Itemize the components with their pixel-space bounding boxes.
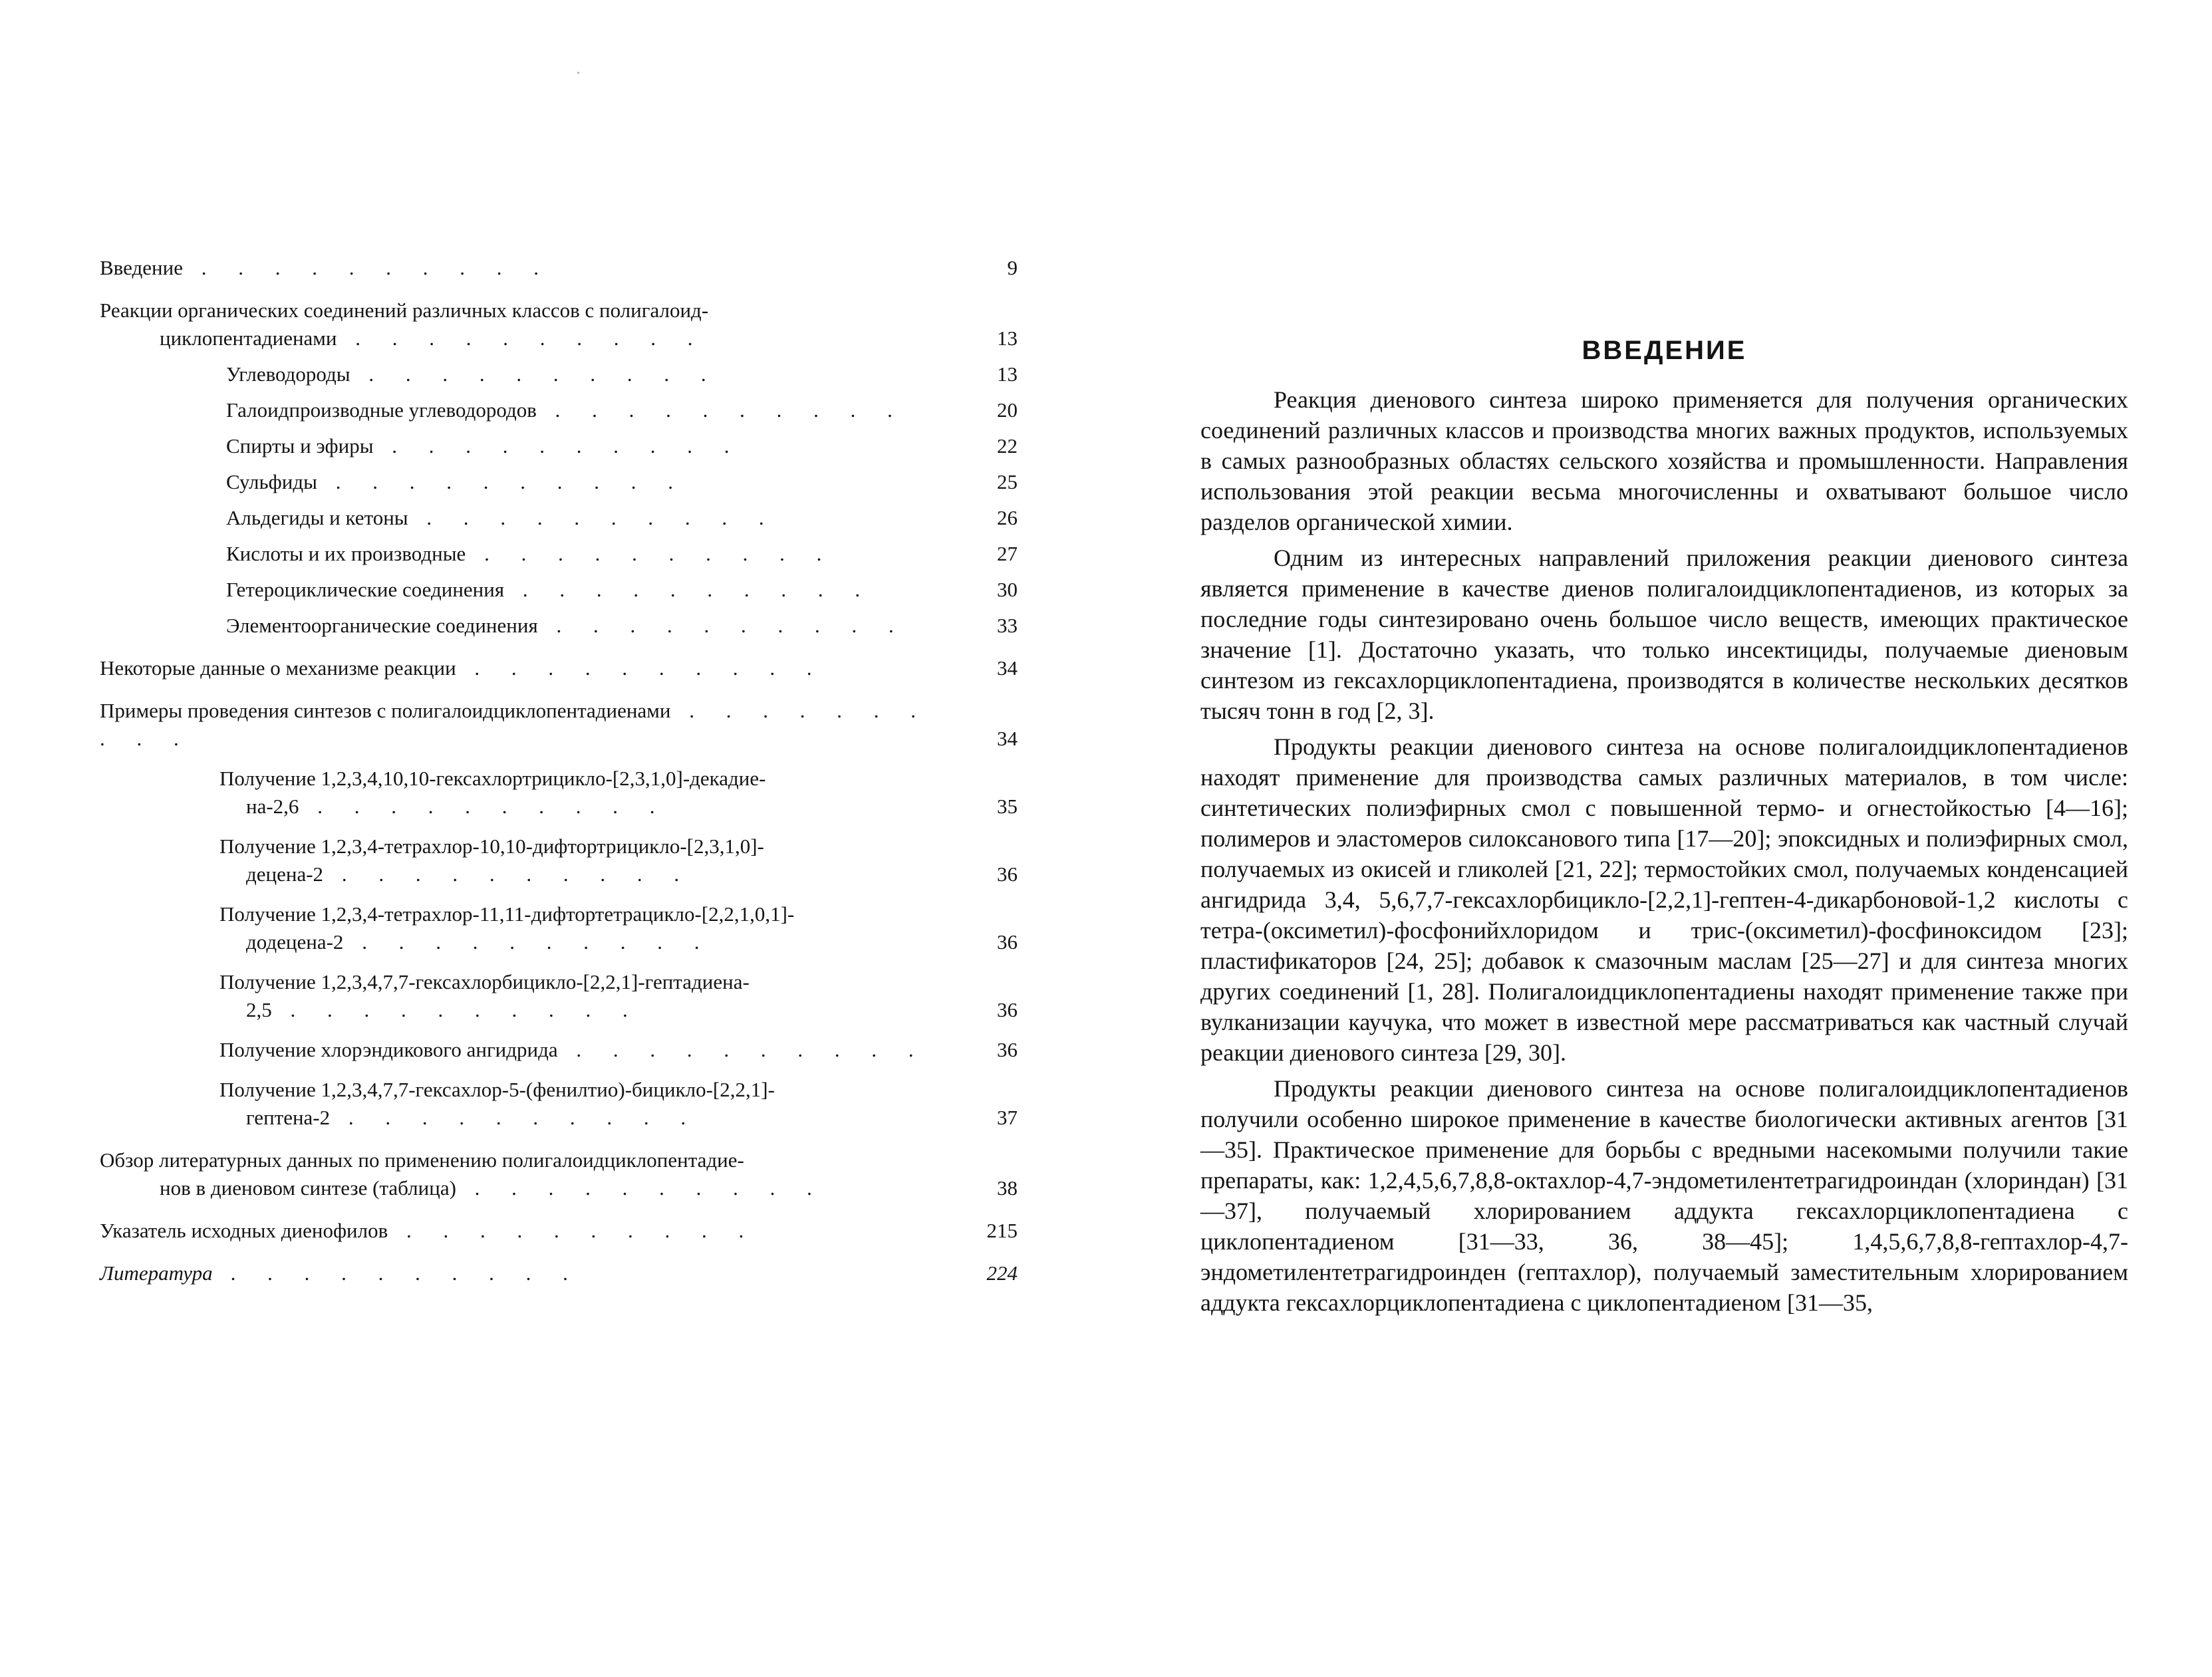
toc-entry-halogen-derivatives[interactable]: [100, 396, 1018, 424]
introduction-page: [1200, 336, 2128, 1323]
intro-paragraph-1: Реакция диенового синтеза широко применяется для получения органических соединений различных классов и производства многих важных продуктов, используемых в самых разнообразных областях сельского хозяйства и промышленности. Направления использования этой реакции весьма многочисленны и охватывают большое число разделов органической химии.: [1200, 386, 2128, 535]
toc-entry-dienophile-index[interactable]: [100, 1217, 1018, 1245]
toc-title: Элементоорганические соединения . . . . . . . . . .: [226, 614, 907, 637]
section-heading: ВВЕДЕНИЕ: [1582, 336, 1747, 365]
toc-title: Получение 1,2,3,4,7,7-гексахлор-5-(фенилтио)-бицикло-[2,2,1]-: [219, 1078, 775, 1101]
toc-title: Сульфиды . . . . . . . . . .: [226, 470, 686, 493]
toc-entry-reactions[interactable]: [100, 297, 1018, 352]
toc-page: 30: [997, 578, 1018, 601]
toc-entry-hydrocarbons[interactable]: [100, 360, 1018, 388]
toc-entry-acids[interactable]: [100, 540, 1018, 568]
toc-title: Альдегиды и кетоны . . . . . . . . . .: [226, 506, 777, 529]
intro-paragraph-4: Продукты реакции диенового синтеза на основе полигалоидциклопентадиенов получили особенно широкое применение в качестве биологически активных агентов [31—35]. Практическое применение для борьбы с вредными насекомыми получили такие препараты, как: 1,2,4,5,6,7,8,8-октахлор-4,7-эндометилентетрагидроиндан (хлориндан) [31—37], получаемый хлорированием аддукта гексахлорциклопентадиена с циклопентадиеном [31—33, 36, 38—45]; 1,4,5,6,7,8,8-гептахлор-4,7-эндометилентетрагидроинден (гептахлор), получаемый заместительным хлорированием аддукта гексахлорциклопентадиена с циклопентадиеном [31—35,: [1200, 1075, 2128, 1316]
dot-leader: . . . . . . . . . .: [330, 1106, 700, 1129]
toc-title: Реакции органических соединений различных классов с полигалоид-: [100, 299, 709, 322]
toc-page: 38: [997, 1176, 1018, 1200]
toc-page: 34: [997, 727, 1018, 750]
toc-entry-aldehydes-ketones[interactable]: [100, 504, 1018, 532]
toc-title: Примеры проведения синтезов с полигалоидциклопентадиенами . . . . . . . . . .: [100, 699, 929, 750]
toc-title: Получение 1,2,3,4,7,7-гексахлорбицикло-[2,2,1]-гептадиена-: [219, 970, 750, 993]
toc-entry-example-6[interactable]: [100, 1076, 1018, 1132]
toc-title: Кислоты и их производные . . . . . . . . . .: [226, 542, 835, 565]
dot-leader: . . . . . . . . . .: [182, 256, 552, 279]
dot-leader: . . . . . . . . . .: [350, 362, 720, 386]
toc-entry-introduction[interactable]: [100, 254, 1018, 282]
toc-entry-sulfides[interactable]: [100, 468, 1018, 496]
toc-page: 20: [997, 398, 1018, 422]
dot-leader: . . . . . . . . . .: [337, 326, 706, 350]
toc-page: 22: [997, 434, 1018, 457]
toc-page: 33: [997, 614, 1018, 637]
toc-entry-example-1[interactable]: [100, 765, 1018, 821]
table-of-contents: [100, 239, 1018, 1287]
toc-entry-example-3[interactable]: [100, 900, 1018, 956]
dot-leader: . . . . . . . . . .: [408, 506, 777, 529]
toc-title-continuation: нов в диеновом синтезе (таблица) . . . . . . . . . .: [160, 1176, 825, 1200]
toc-entry-alcohols-ethers[interactable]: [100, 432, 1018, 460]
dot-leader: . . . . . . . . . .: [343, 930, 713, 954]
dot-leader: . . . . . . . . . .: [317, 470, 686, 493]
toc-title: Указатель исходных диенофилов . . . . . . . . . .: [100, 1219, 758, 1242]
intro-paragraph-3: Продукты реакции диенового синтеза на основе полигалоидциклопентадиенов находят применение для производства самых различных материалов, в том числе: синтетических полиэфирных смол с повышенной термо- и огнестойкостью [4—16]; полимеров и эластомеров силоксанового типа [17—20]; эпоксидных и полиэфирных смол, получаемых из окисей и гликолей [21, 22]; термостойких смол, получаемых конденсацией ангидрида 3,4, 5,6,7,7-гексахлорбицикло-[2,2,1]-гептен-4-дикарбоновой-1,2 кислоты с тетра-(оксиметил)-фосфонийхлоридом и трис-(оксиметил)-фосфиноксидом [23]; пластификаторов [24, 25]; добавок к смазочным маслам [25—27] и для синтеза многих других соединений [1, 28]. Полигалоидциклопентадиены находят применение также при вулканизации каучука, что может в известной мере рассматриваться как частный случай реакции диенового синтеза [29, 30].: [1200, 733, 2128, 1066]
toc-entry-mechanism[interactable]: [100, 654, 1018, 682]
toc-page: 25: [997, 470, 1018, 493]
toc-page: 34: [997, 656, 1018, 680]
toc-title: Введение . . . . . . . . . .: [100, 256, 552, 279]
toc-entry-example-5[interactable]: [100, 1036, 1018, 1064]
toc-title-continuation: циклопентадиенами . . . . . . . . . .: [160, 326, 706, 350]
toc-title: Получение 1,2,3,4-тетрахлор-10,10-дифтортрицикло-[2,3,1,0]-: [219, 835, 764, 858]
dot-leader: . . . . . . . . . .: [504, 578, 874, 601]
dot-leader: . . . . . . . . . .: [456, 1176, 825, 1200]
dot-leader: . . . . . . . . . .: [323, 862, 693, 886]
toc-entry-example-4[interactable]: [100, 968, 1018, 1024]
toc-page: 13: [997, 362, 1018, 386]
toc-title-continuation: 2,5 . . . . . . . . . .: [246, 998, 641, 1021]
dot-leader: . . . . . . . . . .: [466, 542, 835, 565]
toc-title-continuation: на-2,6 . . . . . . . . . .: [246, 795, 668, 818]
toc-entry-heterocyclic[interactable]: [100, 576, 1018, 604]
toc-title: Некоторые данные о механизме реакции . . . . . . . . . .: [100, 656, 825, 680]
toc-title: Литература . . . . . . . . . .: [100, 1261, 582, 1285]
dot-leader: . . . . . . . . . .: [557, 1038, 927, 1061]
toc-page: 13: [997, 326, 1018, 350]
dot-leader: . . . . . . . . . .: [536, 398, 906, 422]
toc-title: Спирты и эфиры . . . . . . . . . .: [226, 434, 743, 457]
toc-page: 36: [997, 1038, 1018, 1061]
toc-page: 36: [997, 930, 1018, 954]
toc-title: Обзор литературных данных по применению полигалоидциклопентадие-: [100, 1148, 744, 1172]
toc-page: 37: [997, 1106, 1018, 1129]
toc-page: 9: [1007, 256, 1018, 279]
dot-leader: . . . . . . . . . .: [373, 434, 743, 457]
toc-page: 26: [997, 506, 1018, 529]
dot-leader: . . . . . . . . . .: [537, 614, 907, 637]
toc-title: Получение 1,2,3,4,10,10-гексахлортрицикло-[2,3,1,0]-декадие-: [219, 767, 766, 790]
dot-leader: . . . . . . . . . .: [100, 699, 929, 750]
toc-page: 224: [986, 1261, 1018, 1285]
toc-page: 27: [997, 542, 1018, 565]
dot-leader: . . . . . . . . . .: [456, 656, 825, 680]
toc-page: 36: [997, 862, 1018, 886]
toc-entry-example-2[interactable]: [100, 833, 1018, 888]
toc-entry-synthesis-examples[interactable]: [100, 697, 1018, 753]
toc-title: Галоидпроизводные углеводородов . . . . . . . . . .: [226, 398, 906, 422]
dot-leader: . . . . . . . . . .: [271, 998, 641, 1021]
toc-title: Гетероциклические соединения . . . . . . . . . .: [226, 578, 874, 601]
toc-page: 36: [997, 998, 1018, 1021]
toc-entry-literature-review[interactable]: [100, 1146, 1018, 1202]
dot-leader: . . . . . . . . . .: [299, 795, 668, 818]
toc-page: 215: [986, 1219, 1018, 1242]
toc-title-continuation: додецена-2 . . . . . . . . . .: [246, 930, 713, 954]
toc-entry-organoelement[interactable]: [100, 612, 1018, 640]
toc-title-continuation: децена-2 . . . . . . . . . .: [246, 862, 693, 886]
toc-title: Получение хлорэндикового ангидрида . . . . . . . . . .: [219, 1038, 927, 1061]
toc-page: 35: [997, 795, 1018, 818]
intro-paragraph-2: Одним из интересных направлений приложения реакции диенового синтеза является применение в качестве диенов полигалоидциклопентадиенов, из которых за последние годы синтезировано очень большое число веществ, имеющих практическое значение [1]. Достаточно указать, что только инсектициды, получаемые диеновым синтезом из гексахлорциклопентадиена, производятся в количестве нескольких десятков тысяч тонн в год [2, 3].: [1200, 545, 2128, 724]
dot-leader: . . . . . . . . . .: [212, 1261, 582, 1285]
paper-speck: [577, 72, 579, 74]
toc-title-continuation: гептена-2 . . . . . . . . . .: [246, 1106, 700, 1129]
toc-entry-literature[interactable]: [100, 1259, 1018, 1287]
dot-leader: . . . . . . . . . .: [388, 1219, 758, 1242]
toc-title: Углеводороды . . . . . . . . . .: [226, 362, 720, 386]
toc-title: Получение 1,2,3,4-тетрахлор-11,11-дифтортетрацикло-[2,2,1,0,1]-: [219, 902, 795, 926]
